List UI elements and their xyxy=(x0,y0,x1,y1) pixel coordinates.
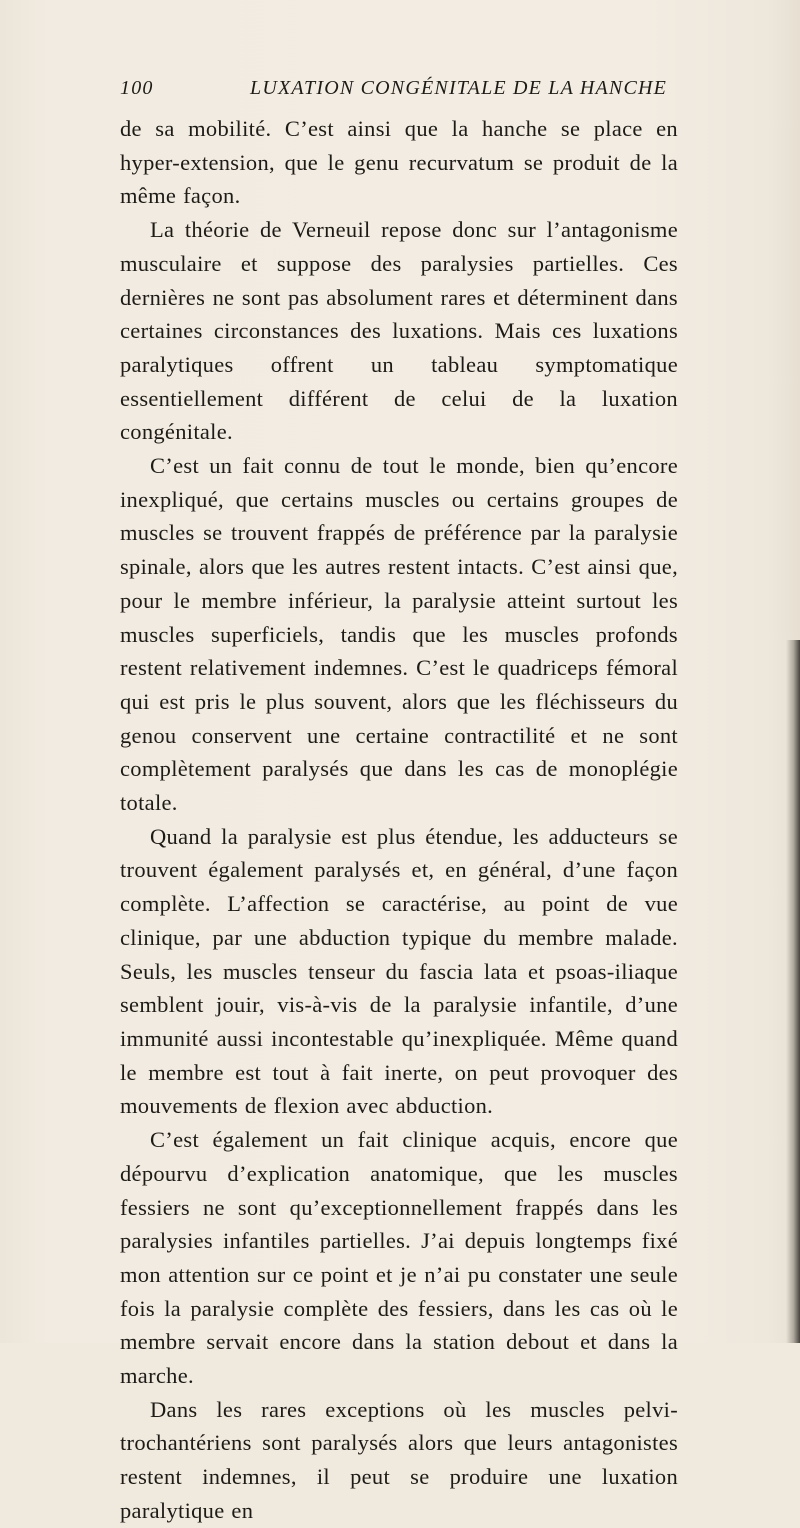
running-header xyxy=(120,77,678,103)
paragraph: Quand la paralysie est plus étendue, les adducteurs se trouvent également paralysés et, en général, d’une façon complète. L’affection se caractérise, au point de vue clinique, par une abduction typique du membre malade. Seuls, les muscles tenseur du fascia lata et psoas-iliaque semblent jouir, vis-à-vis de la paralysie infantile, d’une immunité aussi incontestable qu’inexpliquée. Même quand le membre est tout à fait inerte, on peut provoquer des mouvements de flexion avec abduction. xyxy=(120,823,678,1119)
page-edge-shadow xyxy=(786,640,800,1343)
paragraph: Dans les rares exceptions où les muscles pelvi-trochantériens sont paralysés alors que leurs antagonistes restent indemnes, il peut se produire une luxation paralytique en xyxy=(120,1396,678,1523)
paragraph: C’est également un fait clinique acquis, encore que dépourvu d’explication anatomique, que les muscles fessiers ne sont qu’exceptionnellement frappés dans les paralysies infantiles partielles. J’ai depuis longtemps fixé mon attention sur ce point et je n’ai pu constater une seule fois la paralysie complète des fessiers, dans les cas où le membre servait encore dans la station debout et dans la marche. xyxy=(120,1127,678,1389)
paragraph: La théorie de Verneuil repose donc sur l’antagonisme musculaire et suppose des paralysies partielles. Ces dernières ne sont pas absolument rares et déterminent dans certaines circonstances des luxations. Mais ces luxations paralytiques offrent un tableau symptomatique essentiellement différent de celui de la luxation congénitale. xyxy=(120,217,678,445)
paragraph: de sa mobilité. C’est ainsi que la hanche se place en hyper-extension, que le genu recurvatum se produit de la même façon. xyxy=(120,116,678,209)
paragraph: C’est un fait connu de tout le monde, bien qu’encore inexpliqué, que certains muscles ou certains groupes de muscles se trouvent frappés de préférence par la paralysie spinale, alors que les autres restent intacts. C’est ainsi que, pour le membre inférieur, la paralysie atteint surtout les muscles superficiels, tandis que les muscles profonds restent relativement indemnes. C’est le quadriceps fémoral qui est pris le plus souvent, alors que les fléchisseurs du genou conservent une certaine contractilité et ne sont complètement paralysés que dans les cas de monoplégie totale. xyxy=(120,453,678,816)
running-title: LUXATION CONGÉNITALE DE LA HANCHE xyxy=(250,77,668,99)
body-text xyxy=(120,112,678,1528)
page-number: 100 xyxy=(120,77,154,99)
